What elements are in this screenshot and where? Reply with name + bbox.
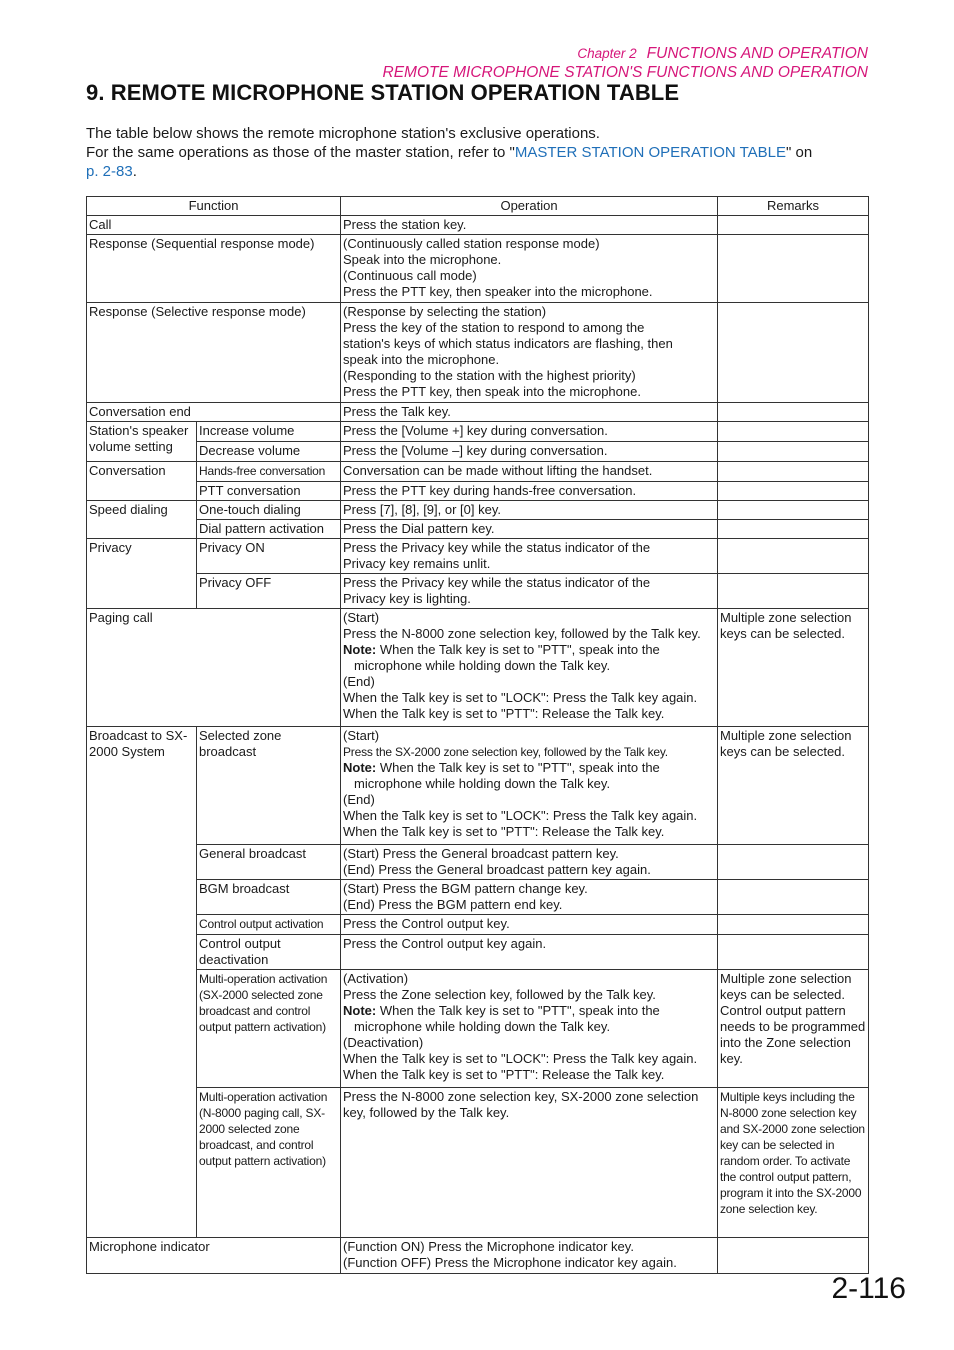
function-cell: Multi-operation activation (N-8000 paging call, SX-2000 selected zone broadcast, and control output pattern activation) xyxy=(197,1088,341,1238)
remarks-cell: Multiple zone selection keys can be selected. Control output pattern needs to be programmed into the Zone selection key. xyxy=(718,970,869,1088)
operation-cell xyxy=(341,727,718,845)
operation-line: Press the Privacy key while the status indicator of the xyxy=(343,540,651,555)
remarks-cell xyxy=(718,539,869,574)
note-label: Note: xyxy=(343,760,377,775)
operation-cell: Press the Dial pattern key. xyxy=(341,520,718,539)
table-row xyxy=(87,935,869,970)
table-row xyxy=(87,574,869,609)
operation-cell: Press the [Volume +] key during conversation. xyxy=(341,422,718,442)
function-cell: General broadcast xyxy=(197,845,341,880)
remarks-cell xyxy=(718,501,869,520)
remarks-cell: Multiple keys including the N-8000 zone selection key and SX-2000 zone selection key can be selected in random order. To activate the control output pattern, program it into the SX-2000 zone selection key. xyxy=(718,1088,869,1238)
note-label: Note: xyxy=(343,642,377,657)
remarks-cell xyxy=(718,303,869,403)
operation-line: (Function ON) Press the Microphone indicator key. xyxy=(343,1239,634,1254)
function-cell: One-touch dialing xyxy=(197,501,341,520)
table-row xyxy=(87,727,869,845)
header-function: Function xyxy=(87,197,341,216)
function-cell: Response (Selective response mode) xyxy=(87,303,341,403)
table-row xyxy=(87,462,869,482)
table-row xyxy=(87,216,869,235)
operation-cell: Press the Control output key. xyxy=(341,915,718,935)
intro-line-2-prefix: For the same operations as those of the master station, refer to " xyxy=(86,144,515,161)
function-cell: Control output activation xyxy=(197,915,341,935)
intro-line-2-suffix: " on xyxy=(786,144,813,161)
table-row xyxy=(87,1088,869,1238)
operation-cell xyxy=(341,574,718,609)
operation-line: (Deactivation) xyxy=(343,1035,424,1050)
operation-line: speak into the microphone. xyxy=(343,352,500,367)
operation-line: When the Talk key is set to "PTT": Release the Talk key. xyxy=(343,1067,665,1082)
chapter-label: Chapter 2 xyxy=(577,46,637,61)
function-cell: Dial pattern activation xyxy=(197,520,341,539)
table-row xyxy=(87,539,869,574)
remarks-cell xyxy=(718,1238,869,1274)
remarks-cell xyxy=(718,880,869,915)
operation-cell: Press the PTT key during hands-free conversation. xyxy=(341,482,718,501)
operation-line: Press the Zone selection key, followed by the Talk key. xyxy=(343,987,656,1002)
operation-cell: Conversation can be made without lifting the handset. xyxy=(341,462,718,482)
operation-line: Press the N-8000 zone selection key, followed by the Talk key. xyxy=(343,626,701,641)
table-row xyxy=(87,442,869,462)
operation-line: When the Talk key is set to "PTT": Release the Talk key. xyxy=(343,706,665,721)
table-row xyxy=(87,520,869,539)
table-row xyxy=(87,501,869,520)
operation-line: (Activation) xyxy=(343,971,409,986)
note-text: When the Talk key is set to "PTT", speak into the xyxy=(376,1003,660,1018)
function-cell: Decrease volume xyxy=(197,442,341,462)
remarks-cell xyxy=(718,442,869,462)
remarks-cell xyxy=(718,915,869,935)
note-label: Note: xyxy=(343,1003,377,1018)
note-block xyxy=(343,1003,715,1035)
operation-line: When the Talk key is set to "PTT": Release the Talk key. xyxy=(343,824,665,839)
table-row xyxy=(87,1238,869,1274)
remarks-cell xyxy=(718,235,869,303)
operation-cell xyxy=(341,235,718,303)
note-block xyxy=(343,642,715,674)
operation-cell xyxy=(341,609,718,727)
operation-cell xyxy=(341,1238,718,1274)
operation-cell: Press the Control output key again. xyxy=(341,935,718,970)
operation-line: (End) Press the BGM pattern end key. xyxy=(343,897,563,912)
operation-line: Press the PTT key, then speak into the microphone. xyxy=(343,384,641,399)
operation-cell: Press the station key. xyxy=(341,216,718,235)
page-title: 9. REMOTE MICROPHONE STATION OPERATION TABLE xyxy=(86,80,680,105)
operation-line: Press the key of the station to respond to among the xyxy=(343,320,645,335)
page-ref-link[interactable]: p. 2-83 xyxy=(86,163,133,180)
operation-cell xyxy=(341,880,718,915)
operation-line: (Response by selecting the station) xyxy=(343,304,547,319)
function-cell: Multi-operation activation (SX-2000 selected zone broadcast and control output pattern activation) xyxy=(197,970,341,1088)
operation-line: (Start) Press the General broadcast pattern key. xyxy=(343,846,619,861)
operation-line: Press the SX-2000 zone selection key, followed by the Talk key. xyxy=(343,745,668,759)
table-row xyxy=(87,880,869,915)
operation-line: When the Talk key is set to "LOCK": Press the Talk key again. xyxy=(343,1051,698,1066)
table-row xyxy=(87,422,869,442)
remarks-cell xyxy=(718,845,869,880)
table-row xyxy=(87,482,869,501)
operation-line: Privacy key is lighting. xyxy=(343,591,471,606)
operation-line: Speak into the microphone. xyxy=(343,252,502,267)
remarks-cell xyxy=(718,216,869,235)
note-text: microphone while holding down the Talk key. xyxy=(354,776,611,791)
operation-line: station's keys of which status indicators are flashing, then xyxy=(343,336,673,351)
group-cell: Broadcast to SX-2000 System xyxy=(87,727,197,1238)
operation-line: (Start) xyxy=(343,728,380,743)
function-cell: Privacy OFF xyxy=(197,574,341,609)
function-cell: Conversation end xyxy=(87,403,341,422)
header-operation: Operation xyxy=(341,197,718,216)
operation-line: (Responding to the station with the highest priority) xyxy=(343,368,636,383)
operation-line: (End) xyxy=(343,792,375,807)
note-text: When the Talk key is set to "PTT", speak into the xyxy=(376,642,660,657)
operation-line: (Continuously called station response mode) xyxy=(343,236,600,251)
table-row xyxy=(87,403,869,422)
remarks-cell xyxy=(718,403,869,422)
operation-cell: Press the [Volume –] key during conversation. xyxy=(341,442,718,462)
operation-table xyxy=(86,196,869,1274)
function-cell: Call xyxy=(87,216,341,235)
table-row xyxy=(87,915,869,935)
chapter-title: FUNCTIONS AND OPERATION xyxy=(646,45,868,62)
operation-line: Press the Privacy key while the status indicator of the xyxy=(343,575,651,590)
note-block xyxy=(343,760,715,792)
table-row xyxy=(87,970,869,1088)
operation-cell: Press the Talk key. xyxy=(341,403,718,422)
operation-line: (Function OFF) Press the Microphone indicator key again. xyxy=(343,1255,677,1270)
operation-line: (End) xyxy=(343,674,375,689)
operation-cell xyxy=(341,539,718,574)
remarks-cell: Multiple zone selection keys can be selected. xyxy=(718,609,869,727)
group-cell: Privacy xyxy=(87,539,197,609)
remarks-cell xyxy=(718,422,869,442)
group-cell: Speed dialing xyxy=(87,501,197,539)
table-row xyxy=(87,235,869,303)
intro-line-3 xyxy=(86,162,886,181)
running-header-chapter xyxy=(577,44,868,63)
operation-line: (Continuous call mode) xyxy=(343,268,477,283)
table-row xyxy=(87,303,869,403)
operation-line: (End) Press the General broadcast pattern key again. xyxy=(343,862,651,877)
operation-cell: Press [7], [8], [9], or [0] key. xyxy=(341,501,718,520)
note-text: microphone while holding down the Talk key. xyxy=(354,658,611,673)
function-cell: Selected zone broadcast xyxy=(197,727,341,845)
intro-line-2 xyxy=(86,143,886,162)
remarks-cell xyxy=(718,520,869,539)
function-cell: Hands-free conversation xyxy=(197,462,341,482)
note-text: When the Talk key is set to "PTT", speak into the xyxy=(376,760,660,775)
remarks-cell xyxy=(718,935,869,970)
remarks-cell xyxy=(718,462,869,482)
intro-line-3-suffix: . xyxy=(132,163,137,180)
table-row xyxy=(87,609,869,727)
master-table-link[interactable]: MASTER STATION OPERATION TABLE xyxy=(514,144,787,161)
operation-line: When the Talk key is set to "LOCK": Press the Talk key again. xyxy=(343,690,698,705)
operation-line: Press the PTT key, then speaker into the microphone. xyxy=(343,284,653,299)
page-number: 2-116 xyxy=(831,1272,906,1305)
function-cell: PTT conversation xyxy=(197,482,341,501)
function-cell: Microphone indicator xyxy=(87,1238,341,1274)
operation-cell xyxy=(341,303,718,403)
operation-line: (Start) xyxy=(343,610,380,625)
group-cell: Station's speaker volume setting xyxy=(87,422,197,462)
function-cell: Privacy ON xyxy=(197,539,341,574)
group-cell: Conversation xyxy=(87,462,197,501)
function-cell: Paging call xyxy=(87,609,341,727)
intro-line-1: The table below shows the remote microphone station's exclusive operations. xyxy=(86,125,600,142)
function-cell: BGM broadcast xyxy=(197,880,341,915)
operation-cell xyxy=(341,845,718,880)
remarks-cell xyxy=(718,574,869,609)
header-remarks: Remarks xyxy=(718,197,869,216)
function-cell: Control output deactivation xyxy=(197,935,341,970)
operation-line: Privacy key remains unlit. xyxy=(343,556,491,571)
operation-line: (Start) Press the BGM pattern change key. xyxy=(343,881,588,896)
table-row xyxy=(87,845,869,880)
remarks-cell: Multiple zone selection keys can be selected. xyxy=(718,727,869,845)
running-header-section: REMOTE MICROPHONE STATION'S FUNCTIONS AND OPERATION xyxy=(382,64,868,81)
remarks-cell xyxy=(718,482,869,501)
operation-cell: Press the N-8000 zone selection key, SX-2000 zone selection key, followed by the Talk key. xyxy=(341,1088,718,1238)
operation-cell xyxy=(341,970,718,1088)
operation-line: When the Talk key is set to "LOCK": Press the Talk key again. xyxy=(343,808,698,823)
function-cell: Response (Sequential response mode) xyxy=(87,235,341,303)
note-text: microphone while holding down the Talk key. xyxy=(354,1019,611,1034)
function-cell: Increase volume xyxy=(197,422,341,442)
table-header-row xyxy=(87,197,869,216)
intro-text xyxy=(86,124,886,181)
